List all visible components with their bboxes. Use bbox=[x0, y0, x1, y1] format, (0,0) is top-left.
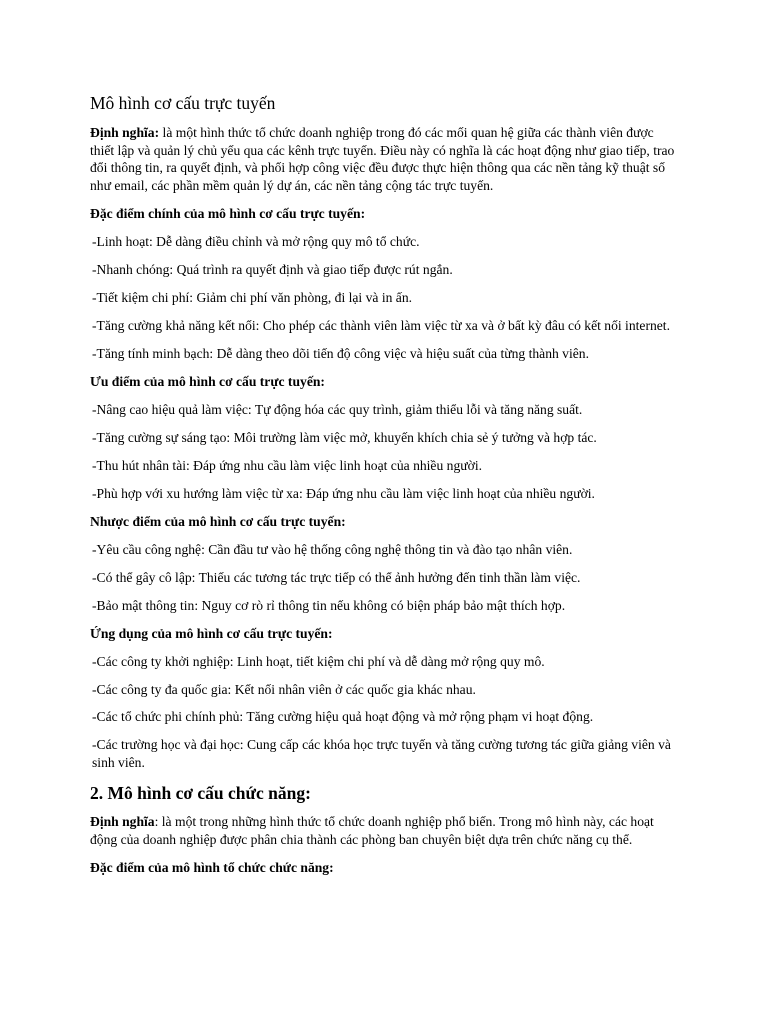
application-item: -Các công ty đa quốc gia: Kết nối nhân viên ở các quốc gia khác nhau. bbox=[92, 681, 476, 697]
feature-item: -Tăng cường khả năng kết nối: Cho phép các thành viên làm việc từ xa và ở bất kỳ đâu có kết nối internet. bbox=[92, 317, 670, 333]
functional-features-heading: Đặc điểm của mô hình tổ chức chức năng: bbox=[90, 859, 334, 875]
features-heading: Đặc điểm chính của mô hình cơ cấu trực tuyến: bbox=[90, 205, 366, 221]
advantage-item: -Tăng cường sự sáng tạo: Môi trường làm việc mở, khuyến khích chia sẻ ý tưởng và hợp tác. bbox=[92, 429, 597, 445]
application-item: -Các tổ chức phi chính phủ: Tăng cường hiệu quả hoạt động và mở rộng phạm vi hoạt động. bbox=[92, 709, 594, 725]
advantage-item: -Nâng cao hiệu quả làm việc: Tự động hóa các quy trình, giảm thiểu lỗi và tăng năng suất. bbox=[92, 401, 583, 417]
feature-item: -Nhanh chóng: Quá trình ra quyết định và giao tiếp được rút ngắn. bbox=[92, 261, 453, 277]
definition-text: : là một trong những hình thức tổ chức doanh nghiệp phổ biến. Trong mô hình này, các hoạt động của doanh nghiệp được phân chia thành các phòng ban chuyên biệt dựa trên chức năng cụ thể. bbox=[90, 814, 654, 847]
advantages-heading: Ưu điểm của mô hình cơ cấu trực tuyến: bbox=[90, 373, 325, 389]
document-page bbox=[90, 92, 680, 887]
disadvantage-item: -Có thể gây cô lập: Thiếu các tương tác trực tiếp có thể ảnh hưởng đến tinh thần làm việc. bbox=[92, 569, 581, 585]
advantage-item: -Phù hợp với xu hướng làm việc từ xa: Đáp ứng nhu cầu làm việc linh hoạt của nhiều người. bbox=[92, 485, 595, 501]
disadvantage-item: -Yêu cầu công nghệ: Cần đầu tư vào hệ thống công nghệ thông tin và đào tạo nhân viên. bbox=[92, 541, 573, 557]
application-item: -Các trường học và đại học: Cung cấp các khóa học trực tuyến và tăng cường tương tác giữa giảng viên và sinh viên. bbox=[92, 737, 671, 771]
definition-label: Định nghĩa bbox=[90, 814, 155, 830]
disadvantage-item: -Bảo mật thông tin: Nguy cơ rò rỉ thông tin nếu không có biện pháp bảo mật thích hợp. bbox=[92, 597, 566, 613]
application-item: -Các công ty khởi nghiệp: Linh hoạt, tiết kiệm chi phí và dễ dàng mở rộng quy mô. bbox=[92, 653, 545, 669]
section-title-online-structure: Mô hình cơ cấu trực tuyến bbox=[90, 93, 276, 113]
disadvantages-heading: Nhược điểm của mô hình cơ cấu trực tuyến: bbox=[90, 513, 346, 529]
advantage-item: -Thu hút nhân tài: Đáp ứng nhu cầu làm việc linh hoạt của nhiều người. bbox=[92, 457, 482, 473]
section-title-functional-structure: 2. Mô hình cơ cấu chức năng: bbox=[90, 783, 311, 804]
feature-item: -Linh hoạt: Dễ dàng điều chỉnh và mở rộng quy mô tổ chức. bbox=[92, 233, 420, 249]
definition-label: Định nghĩa: bbox=[90, 125, 160, 140]
definition-paragraph-online bbox=[90, 124, 680, 194]
feature-item: -Tiết kiệm chi phí: Giảm chi phí văn phòng, đi lại và in ấn. bbox=[92, 289, 413, 305]
definition-paragraph-functional bbox=[90, 813, 680, 848]
feature-item: -Tăng tính minh bạch: Dễ dàng theo dõi tiến độ công việc và hiệu suất của từng thành viên. bbox=[92, 345, 589, 361]
definition-text: là một hình thức tổ chức doanh nghiệp trong đó các mối quan hệ giữa các thành viên được thiết lập và quản lý chủ yếu qua các kênh trực tuyến. Điều này có nghĩa là các hoạt động như giao tiếp, trao đổi thông tin, ra quyết định, và phối hợp công việc đều được thực hiện thông qua các nền tảng kỹ thuật số như email, các phần mềm quản lý dự án, các nền tảng cộng tác trực tuyến. bbox=[90, 125, 675, 193]
applications-heading: Ứng dụng của mô hình cơ cấu trực tuyến: bbox=[90, 625, 333, 641]
